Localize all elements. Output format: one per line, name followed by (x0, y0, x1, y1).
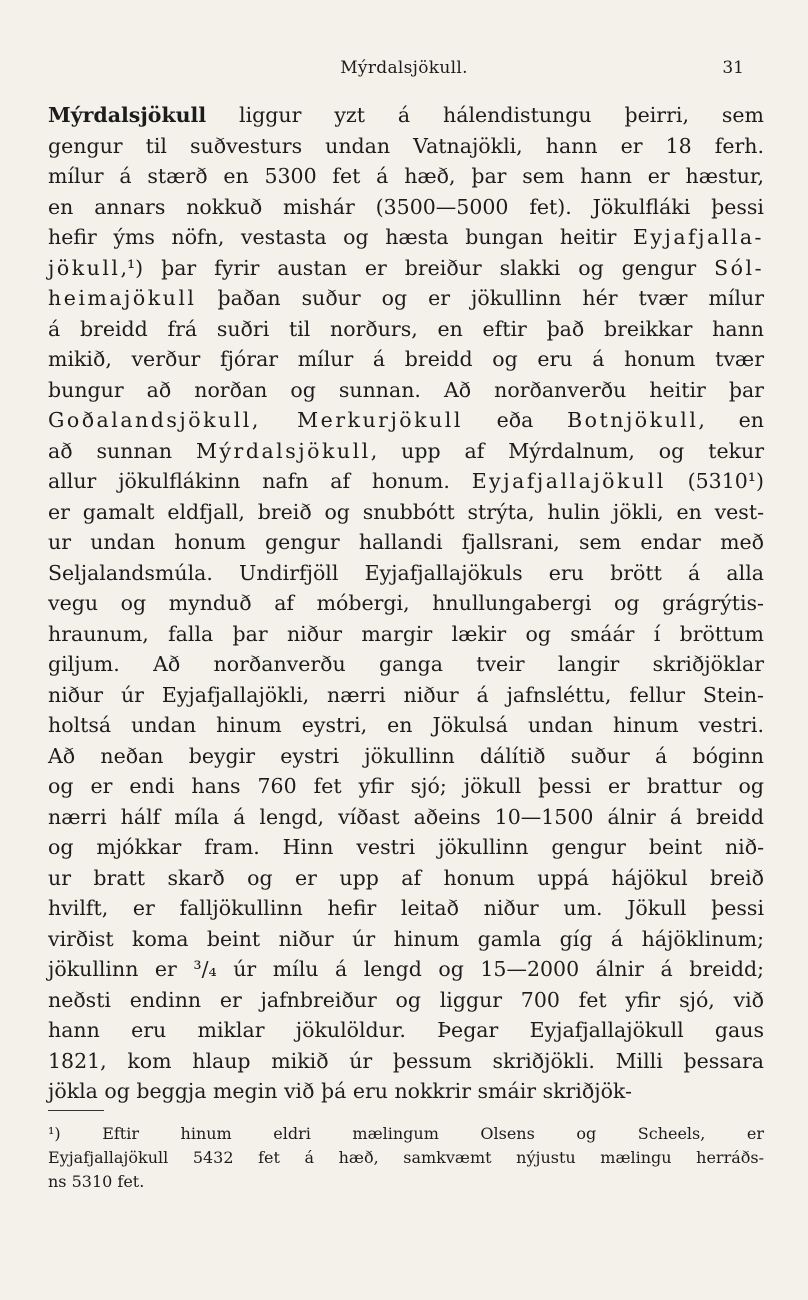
text-line: Seljalandsmúla. Undirfjöll Eyjafjallajökuls eru brött á alla (48, 560, 764, 585)
page-number: 31 (722, 58, 744, 78)
text-line: giljum. Að norðanverðu ganga tveir langir skriðjöklar (48, 652, 764, 676)
text-line: bungur að norðan og sunnan. Að norðanverðu heitir þar (48, 377, 764, 402)
text-line: mílur á stærð en 5300 fet á hæð, þar sem hann er hæstur, (48, 164, 764, 188)
text-line: vegu og mynduð af móbergi, hnullungabergi og grágrýtis- (48, 591, 764, 615)
text-line: og mjókkar fram. Hinn vestri jökullinn gengur beint nið- (48, 835, 764, 859)
text-line: 1821, kom hlaup mikið úr þessum skriðjökli. Milli þessara (48, 1048, 764, 1073)
text-line: hraunum, falla þar niður margir lækir og smáár í bröttum (48, 621, 764, 646)
text-line: nærri hálf míla á lengd, víðast aðeins 10—1500 álnir á breidd (48, 804, 764, 829)
text-line: ur undan honum gengur hallandi fjallsrani, sem endar með (48, 530, 764, 554)
text-line: jökla og beggja megin við þá eru nokkrir smáir skriðjök- (48, 1079, 632, 1103)
text-line: heimajökull þaðan suður og er jökullinn hér tvær mílur (48, 286, 764, 310)
place-name: Eyjafjallajökull (471, 469, 666, 493)
text-line: jökull,¹) þar fyrir austan er breiður slakki og gengur Sól- (48, 255, 764, 280)
text-line: neðsti endinn er jafnbreiður og liggur 700 fet yfir sjó, við (48, 987, 764, 1012)
body-text (48, 100, 764, 1107)
place-name: Mýrdalsjökull (195, 438, 371, 463)
text-line: hann eru miklar jökulöldur. Þegar Eyjafjallajökull gaus (48, 1018, 764, 1042)
text-line: er gamalt eldfjall, breið og snubbótt strýta, hulin jökli, en vest- (48, 499, 764, 524)
text-line: á breidd frá suðri til norðurs, en eftir það breikkar hann (48, 316, 764, 341)
text-line: ur bratt skarð og er upp af honum uppá hájökul breið (48, 865, 764, 890)
text-line: Að neðan beygir eystri jökullinn dálítið suður á bóginn (48, 743, 764, 768)
running-title: Mýrdalsjökull. (340, 58, 468, 78)
text-line: jökullinn er ³/₄ úr mílu á lengd og 15—2000 álnir á breidd; (48, 957, 764, 981)
text-line: holtsá undan hinum eystri, en Jökulsá undan hinum vestri. (48, 713, 764, 737)
text-line: gengur til suðvesturs undan Vatnajökli, hann er 18 ferh. (48, 133, 764, 158)
footnote-line: ns 5310 fet. (48, 1172, 145, 1191)
footnote (48, 1122, 764, 1194)
text-line: Goðalandsjökull, Merkurjökull eða Botnjökull, en (48, 408, 764, 432)
text-line: hvilft, er falljökullinn hefir leitað niður um. Jökull þessi (48, 896, 764, 920)
text-line: að sunnan Mýrdalsjökull, upp af Mýrdalnum, og tekur (48, 438, 764, 463)
footnote-line: ¹) Eftir hinum eldri mælingum Olsens og Scheels, er (48, 1124, 764, 1143)
text-line: hefir ýms nöfn, vestasta og hæsta bungan heitir Eyjafjalla- (48, 225, 764, 249)
place-name: Eyjafjalla- (632, 225, 764, 249)
text-line: og er endi hans 760 fet yfir sjó; jökull þessi er brattur og (48, 774, 764, 798)
text-line: Mýrdalsjökull liggur yzt á hálendistungu þeirri, sem (48, 103, 764, 127)
heading-term: Mýrdalsjökull (48, 103, 207, 127)
text-line: mikið, verður fjórar mílur á breidd og eru á honum tvær (48, 347, 764, 371)
place-name: jökull (48, 255, 121, 280)
text-line: allur jökulflákinn nafn af honum. Eyjafjallajökull (5310¹) (48, 469, 765, 493)
place-name: Goðalandsjökull, Merkurjökull (48, 408, 463, 432)
place-name: heimajökull (48, 286, 197, 310)
text-line: niður úr Eyjafjallajökli, nærri niður á jafnsléttu, fellur Stein- (48, 682, 764, 707)
text-line: en annars nokkuð mishár (3500—5000 fet). Jökulfláki þessi (48, 194, 764, 219)
place-name: Sól- (714, 255, 764, 280)
text-line: virðist koma beint niður úr hinum gamla gíg á hájöklinum; (48, 926, 764, 951)
footnote-line: Eyjafjallajökull 5432 fet á hæð, samkvæmt nýjustu mælingu herráðs- (48, 1148, 764, 1167)
page-header (48, 50, 760, 90)
footnote-rule (48, 1110, 104, 1111)
place-name: Botnjökull (567, 408, 699, 432)
